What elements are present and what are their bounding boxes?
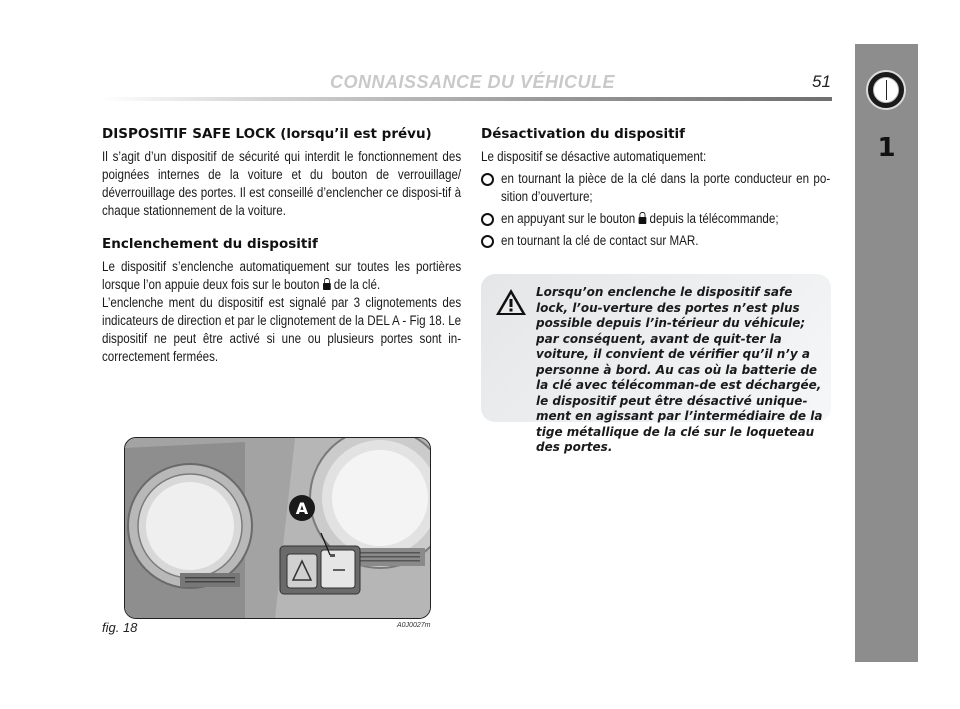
dashboard-switch-drawing xyxy=(125,438,430,618)
list-item-text xyxy=(501,210,830,228)
enclenchement-signal-paragraph: L’enclenche ment du dispositif est signalé par 3 clignotements des indicateurs de direction et par le clignotement de la DEL A - Fig 18. Le dispositif ne peut être activé si une ou plusieurs portes sont in-correctement fermées. xyxy=(102,295,462,364)
figure-code: A0J0027m xyxy=(397,622,431,629)
desactivation-list xyxy=(481,170,831,250)
bullet-icon xyxy=(481,213,494,226)
bullet-icon xyxy=(481,235,494,248)
figure-caption: fig. 18 xyxy=(102,620,138,635)
lock-icon xyxy=(323,278,331,290)
list-item xyxy=(481,170,831,206)
warning-text-body: Lorsqu’on enclenche le dispositif safe lock, l’ou-verture des portes n’est plus possible depuis l’in-térieur du véhicule; par conséquent, avant de quit-ter la voiture, il convient de vérifier qu’il n’y a personne à bord. Au cas où la batterie de la clé avec télécomman-de est déchargée, le dispositif peut être désactivé unique-ment en agissant par l’intermédiaire de la tige métallique de la clé sur le loqueteau des portes. xyxy=(536,285,823,454)
list-item xyxy=(481,210,831,228)
chapter-number: 1 xyxy=(877,133,896,163)
bullet-icon xyxy=(481,173,494,186)
list-item xyxy=(481,232,831,250)
section-heading-desactivation: Désactivation du dispositif xyxy=(481,126,686,142)
list-item-text: en tournant la clé de contact sur MAR. xyxy=(501,233,699,248)
section-heading-safe-lock: DISPOSITIF SAFE LOCK (lorsqu’il est prévu) xyxy=(102,126,432,142)
safe-lock-intro: Il s’agit d’un dispositif de sécurité qui interdit le fonctionnement des poignées internes de la voiture et du bouton de verrouillage/ déverrouillage des portes. Il est conseillé d’enclencher ce disposi-tif à chaque stationnement de la voiture. xyxy=(102,149,462,218)
page-number: 51 xyxy=(812,72,831,91)
lock-icon xyxy=(639,212,647,224)
header-rule xyxy=(100,97,832,101)
brand-logo xyxy=(866,70,906,110)
callout-a-label: A xyxy=(295,499,309,518)
desactivation-intro: Le dispositif se désactive automatiquement: xyxy=(481,149,707,164)
figure-18-illustration xyxy=(124,437,431,619)
warning-text xyxy=(494,285,828,456)
left-column xyxy=(102,126,462,366)
right-column xyxy=(481,126,831,254)
enclenchement-paragraph xyxy=(102,258,461,294)
list-item-text: en tournant la pièce de la clé dans la porte conducteur en po-sition d’ouverture; xyxy=(501,171,831,204)
page-header-title: CONNAISSANCE DU VÉHICULE xyxy=(330,72,616,92)
list-item-text-end: depuis la télécommande; xyxy=(649,211,779,226)
section-heading-enclenchement: Enclenchement du dispositif xyxy=(102,236,318,252)
enclenchement-text-end: de la clé. xyxy=(333,277,381,292)
enclenchement-text-start: Le dispositif s’enclenche automatiquement sur toutes les portières lorsque l’on appuie deux fois sur le bouton xyxy=(102,259,462,292)
list-item-text-start: en appuyant sur le bouton xyxy=(501,211,636,226)
